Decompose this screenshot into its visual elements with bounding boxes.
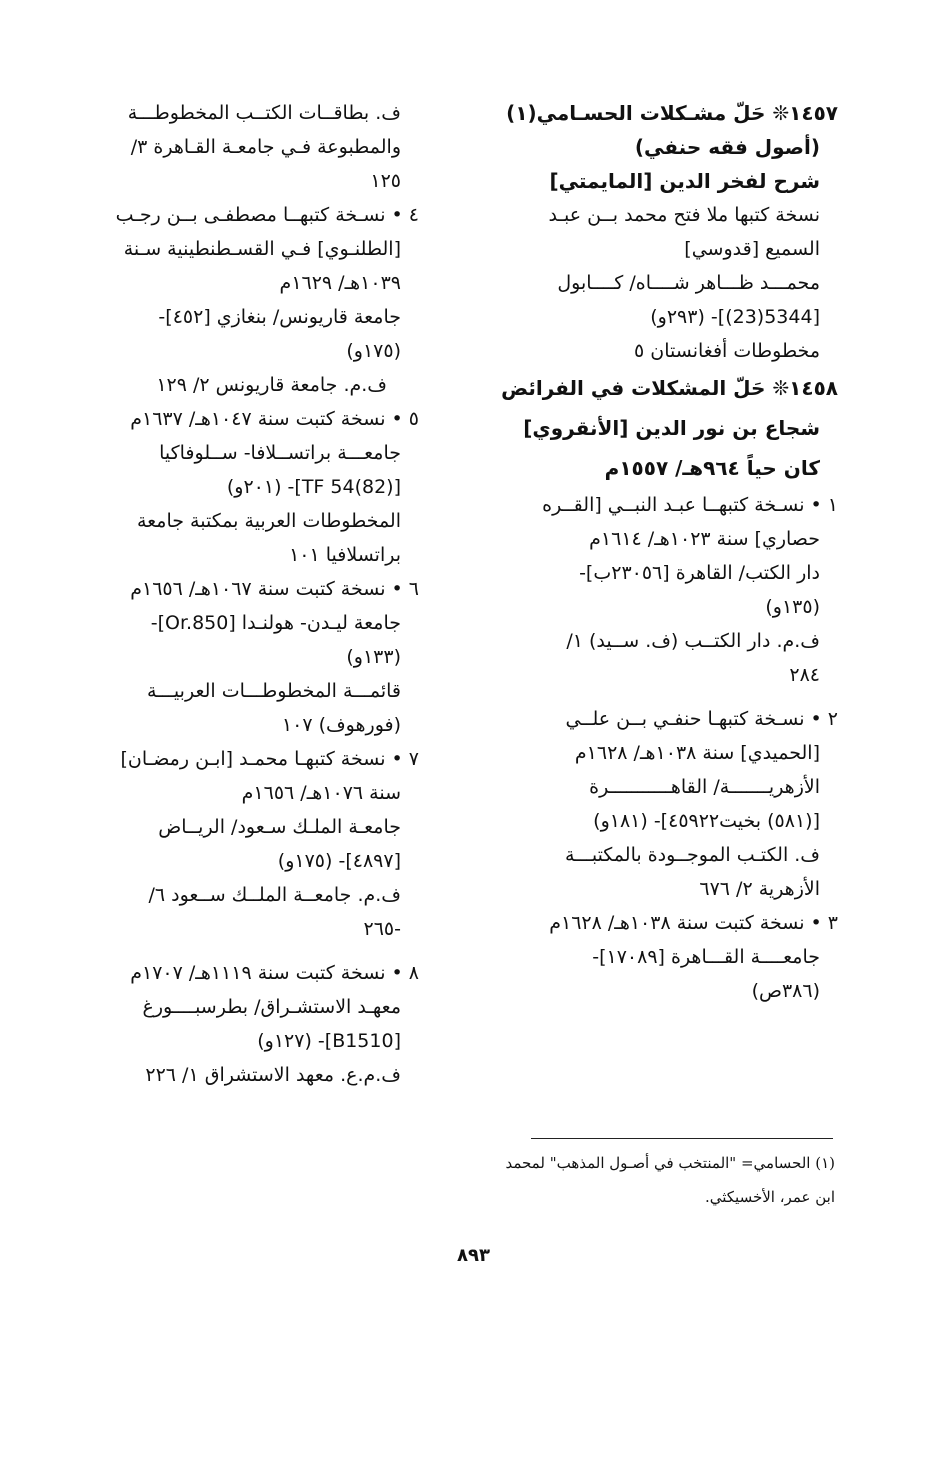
right-column-line: السميع [قدوسي] [684,238,820,260]
left-column-line: [٤٨٩٧]- (١٧٥و) [277,850,401,872]
right-column-line: مخطوطات أفغانستان ٥ [634,340,820,362]
left-column-line: جامعـة الملـك سـعود/ الريــاض [158,816,401,838]
left-column-line: جامعة ليـدن- هولنـدا [Or.850]- [150,612,401,634]
left-column-line: ١٠٣٩هـ/ ١٦٢٩م [279,272,401,294]
left-column-line: جامعة قاريونس/ بنغازي [٤٥٢]- [158,306,401,328]
right-column-line: جامعــــة القـــاهرة [١٧٠٨٩]- [592,946,820,968]
left-column-line: -٢٦٥ [363,918,401,940]
right-column-line: ف. الكتـب الموجــودة بالمكتبـــة [564,844,820,866]
left-column-line: [B1510]- (١٢٧و) [257,1030,401,1052]
right-column-line: الأزهرية ٢/ ٦٧٦ [699,878,820,900]
footnote-separator [531,1138,833,1139]
right-column-line: (٣٨٦ص) [751,980,820,1002]
page-number: ٨٩٣ [457,1245,490,1266]
right-column [493,96,838,1008]
left-column-line: ٦ • نسخة كتبت سنة ١٠٦٧هـ/ ١٦٥٦م [130,578,419,600]
right-column-line: (أصول فقه حنفي) [634,135,820,159]
left-column-line: معهـد الاستشـراق/ بطرسبــــورغ [142,996,401,1018]
footnote-line-1: (١) الحسامي= "المنتخب في أصـول المذهب" لمحمد [505,1154,835,1172]
right-column-spacer [493,692,838,702]
left-column-line: براتسلافيا ١٠١ [289,544,401,566]
right-column-line: ف.م. دار الكتــب (ف. ســيد) ١/ [566,630,820,652]
right-column-line: ١٤٥٧❊ حَلّ مشـكلات الحسـامي(١) [506,101,838,125]
right-column-line: نسخة كتبها ملا فتح محمد بــن عبـد [548,204,820,226]
left-column-line: ٧ • نسخة كتبهـا محمـد [ابـن رمضـان] [120,748,419,770]
left-column-line: (١٧٥و) [346,340,401,362]
right-column-line: ١ • نسـخة كتبهــا عبـد النبــي [القــره [542,494,838,516]
left-column-line: ف. بطاقــات الكتــب المخطوطـــة [127,102,401,124]
left-column-line: والمطبوعة فـي جامعـة القـاهرة ٣/ [130,136,401,158]
left-column-line: (فورهوف) ١٠٧ [281,714,401,736]
left-column-spacer [105,946,419,956]
right-column-line: شجاع بن نور الدين [الأنقروي] [523,416,820,440]
right-column-line: ١٤٥٨❊ حَلّ المشكلات في الفرائض [501,376,838,400]
right-column-line: ٢ • نسـخة كتبهـا حنفـي بــن علــي [565,708,838,730]
left-column-line: ف.م. جامعة قاريونس ٢/ ١٢٩ [156,374,387,396]
left-column-line: جامعـــة براتســلافا- ســلوفاكيا [159,442,401,464]
right-column-line: ٣ • نسخة كتبت سنة ١٠٣٨هـ/ ١٦٢٨م [549,912,838,934]
left-column-line: قائمـــة المخطوطـــات العربيـــة [147,680,401,702]
left-column-line: ٤ • نسـخة كتبهــا مصطفـى بــن رجـب [115,204,419,226]
left-column-line: سنة ١٠٧٦هـ/ ١٦٥٦م [241,782,401,804]
left-column [105,96,419,1092]
right-column-line: [5344(23)]- (٢٩٣و) [650,306,820,328]
right-column-line: ٢٨٤ [789,664,820,686]
right-column-line: (١٣٥و) [765,596,820,618]
footnote-line-2: ابن عمر، الأخسيكثي. [704,1188,835,1206]
right-column-line: شرح لفخر الدين [المايمتي] [549,169,820,193]
left-column-line: ١٢٥ [370,170,401,192]
left-column-line: [الطلنـوي] فـي القسـطنطينية سـنة [123,238,401,260]
left-column-line: ف.م.ع. معهد الاستشراق ١/ ٢٢٦ [145,1064,401,1086]
left-column-line: ٥ • نسخة كتبت سنة ١٠٤٧هـ/ ١٦٣٧م [130,408,419,430]
left-column-line: (١٣٣و) [346,646,401,668]
right-column-line: [(٥٨١) بخيت٤٥٩٢٢]- (١٨١و) [593,810,820,832]
left-column-line: ف.م. جامعــة الملــك ســعود ٦/ [148,884,401,906]
right-column-line: الأزهريـــــــة/ القاهـــــــــــرة [589,776,820,798]
right-column-line: حصاري] سنة ١٠٢٣هـ/ ١٦١٤م [589,528,820,550]
right-column-line: محمـــد ظـــاهر شــــاه/ كــــابول [557,272,820,294]
right-column-line: [الحميدي] سنة ١٠٣٨هـ/ ١٦٢٨م [574,742,820,764]
right-column-line: دار الكتب/ القاهرة [٢٣٠٥٦ب]- [579,562,820,584]
left-column-line: المخطوطات العربية بمكتبة جامعة [136,510,401,532]
left-column-line: [TF 54(82)]- (٢٠١و) [226,476,401,498]
left-column-line: ٨ • نسخة كتبت سنة ١١١٩هـ/ ١٧٠٧م [130,962,419,984]
right-column-line: كان حياً ٩٦٤هـ/ ١٥٥٧م [604,456,820,480]
